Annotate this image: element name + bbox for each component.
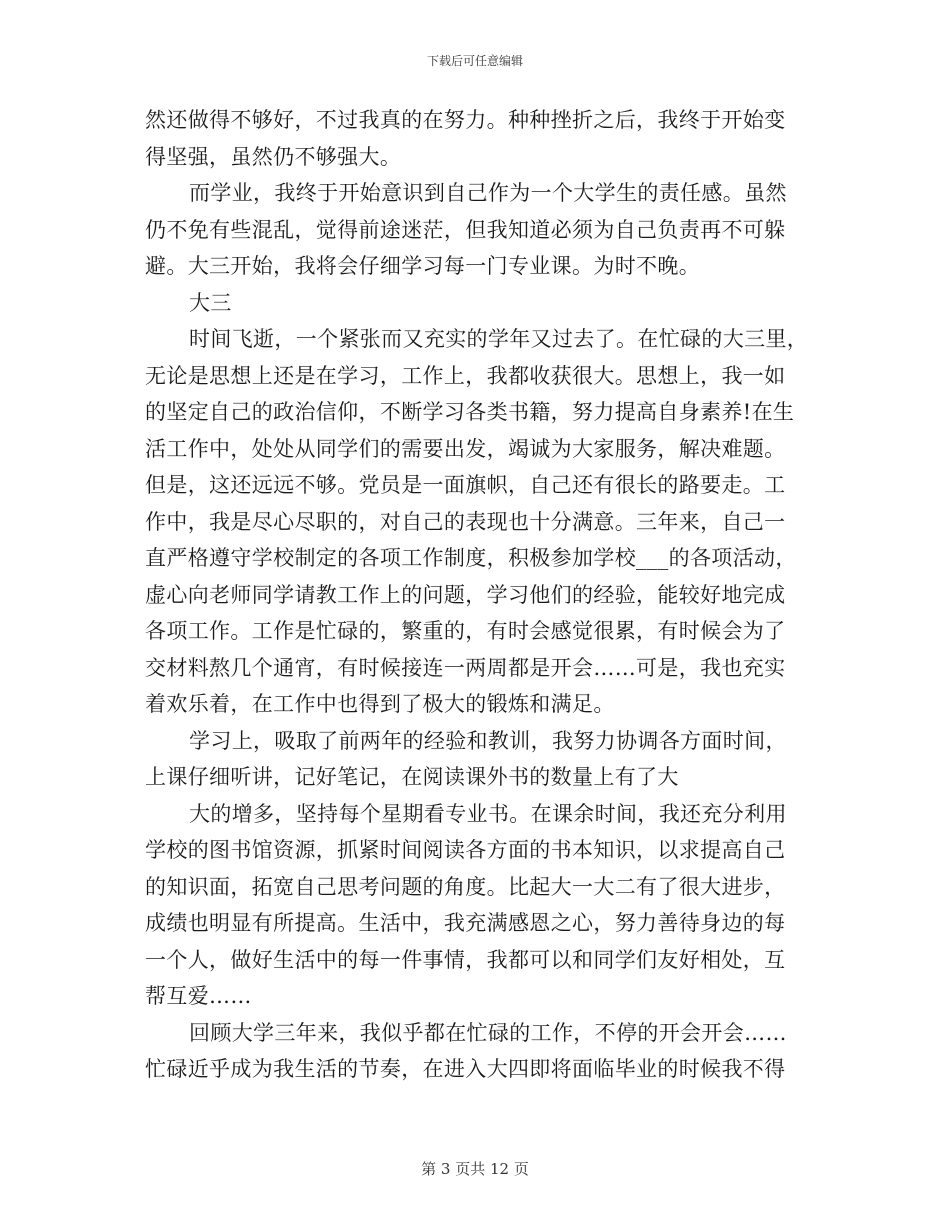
text-line: 学校的图书馆资源，抓紧时间阅读各方面的书本知识，以求提高自己 xyxy=(145,838,786,862)
body-text xyxy=(145,102,809,1088)
text-line: 忙碌近乎成为我生活的节奏，在进入大四即将面临毕业的时候我不得 xyxy=(145,1057,786,1081)
page-header: 下载后可任意编辑 xyxy=(426,54,523,68)
text-line: 直严格遵守学校制定的各项工作制度，积极参加学校___的各项活动， xyxy=(145,546,797,570)
text-line: 无论是思想上还是在学习，工作上，我都收获很大。思想上，我一如 xyxy=(145,363,786,388)
text-line: 避。大三开始，我将会仔细学习每一门专业课。为时不晚。 xyxy=(145,254,701,278)
text-line: 而学业，我终于开始意识到自己作为一个大学生的责任感。虽然 xyxy=(189,181,787,205)
text-line: 上课仔细听讲，记好笔记，在阅读课外书的数量上有了大 xyxy=(145,765,679,789)
text-line: 回顾大学三年来，我似乎都在忙碌的工作，不停的开会开会…… xyxy=(189,1020,787,1045)
text-line: 时间飞逝，一个紧张而又充实的学年又过去了。在忙碌的大三里， xyxy=(189,327,809,351)
section-heading: 大三 xyxy=(189,290,232,315)
text-line: 交材料熬几个通宵，有时候接连一两周都是开会……可是，我也充实 xyxy=(145,655,786,680)
text-line: 着欢乐着，在工作中也得到了极大的锻炼和满足。 xyxy=(145,692,615,716)
text-line: 的坚定自己的政治信仰，不断学习各类书籍，努力提高自身素养!在生 xyxy=(145,400,795,424)
text-line: 但是，这还远远不够。党员是一面旗帜，自己还有很长的路要走。工 xyxy=(145,473,786,497)
text-line: 活工作中，处处从同学们的需要出发，竭诚为大家服务，解决难题。 xyxy=(145,436,786,461)
text-line: 帮互爱…… xyxy=(145,984,252,1008)
page-footer: 第 3 页共 12 页 xyxy=(421,1160,529,1178)
text-line: 成绩也明显有所提高。生活中，我充满感恩之心，努力善待身边的每 xyxy=(145,911,786,935)
text-line: 各项工作。工作是忙碌的，繁重的，有时会感觉很累，有时候会为了 xyxy=(145,619,786,643)
text-line: 大的增多，坚持每个星期看专业书。在课余时间，我还充分利用 xyxy=(189,801,787,826)
text-line: 虚心向老师同学请教工作上的问题，学习他们的经验，能较好地完成 xyxy=(145,582,786,607)
text-line: 学习上，吸取了前两年的经验和教训，我努力协调各方面时间， xyxy=(189,728,787,753)
text-line: 得坚强，虽然仍不够强大。 xyxy=(145,144,402,169)
text-line: 一个人，做好生活中的每一件事情，我都可以和同学们友好相处，互 xyxy=(145,947,786,972)
text-line: 仍不免有些混乱，觉得前途迷茫，但我知道必须为自己负责再不可躲 xyxy=(145,217,786,242)
text-line: 的知识面，拓宽自己思考问题的角度。比起大一大二有了很大进步， xyxy=(145,874,786,899)
text-line: 然还做得不够好，不过我真的在努力。种种挫折之后，我终于开始变 xyxy=(145,108,786,132)
text-line: 作中，我是尽心尽职的，对自己的表现也十分满意。三年来，自己一 xyxy=(145,509,786,534)
